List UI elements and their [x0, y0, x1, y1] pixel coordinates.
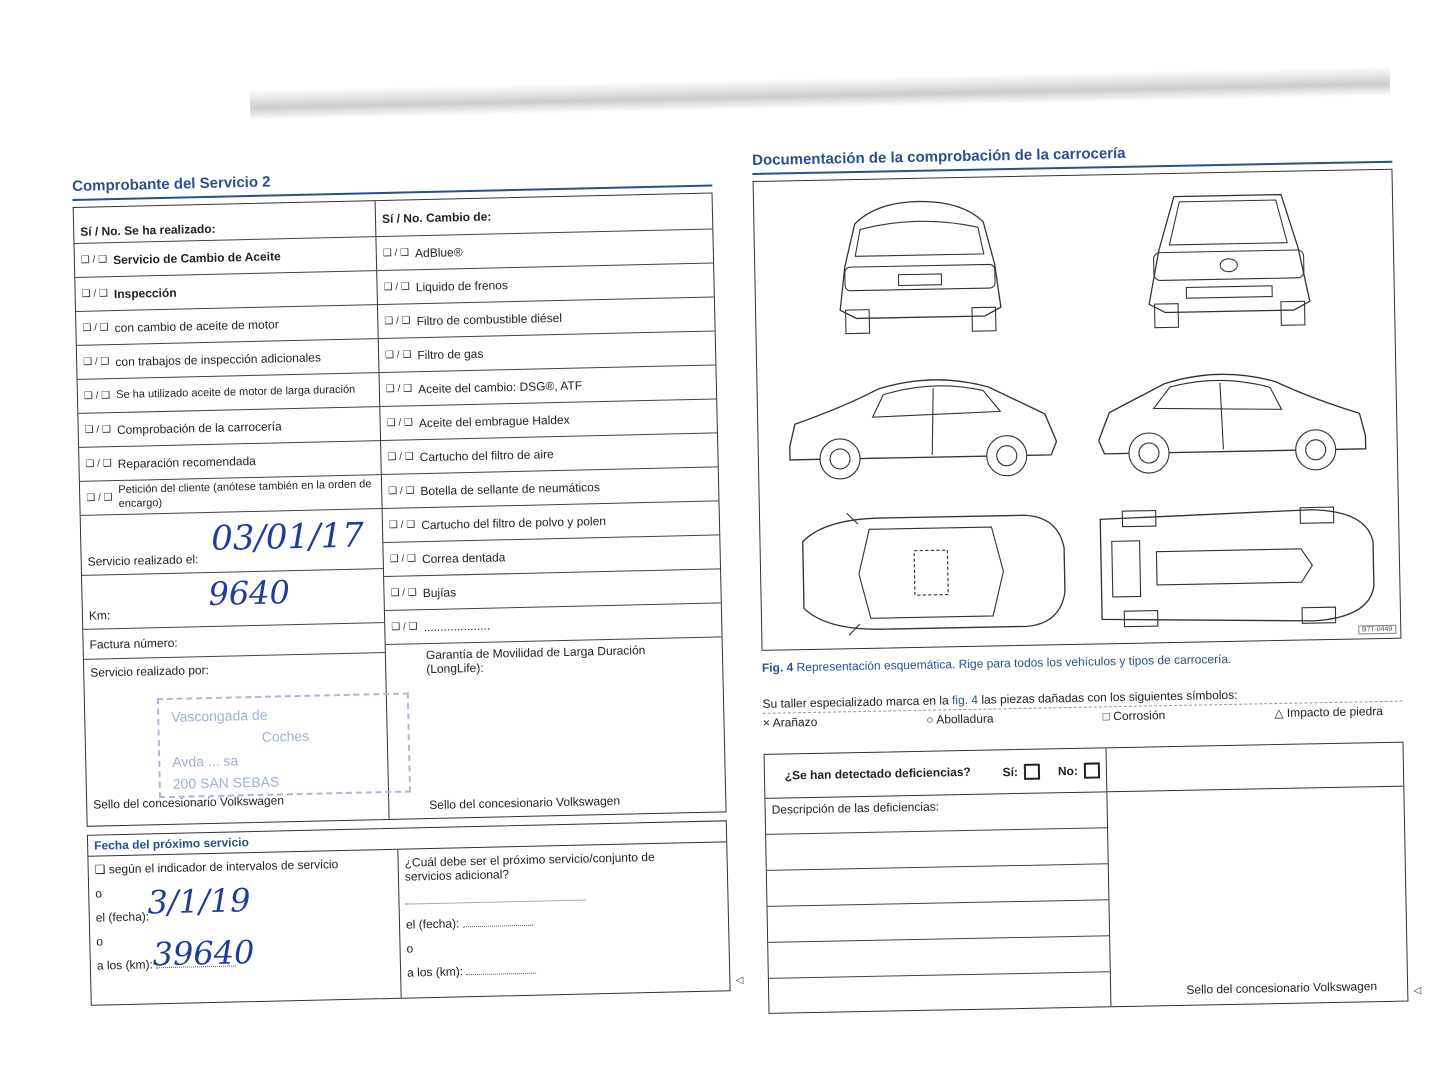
dealer-seal-area: [1107, 743, 1422, 1007]
scan-edge: [250, 66, 1390, 120]
car-top-view-icon[interactable]: [780, 500, 1072, 646]
next-km-field[interactable]: a los (km):: [97, 952, 394, 973]
dent-symbol: ○ Abolladura: [926, 711, 994, 727]
yes-no-checkbox[interactable]: ❑ / ❑: [386, 417, 414, 429]
car-underbody-icon[interactable]: [1089, 494, 1381, 640]
yes-no-checkbox[interactable]: ❑ / ❑: [385, 383, 413, 395]
next-service-box: [87, 820, 744, 1005]
yes-no-checkbox[interactable]: ❑ / ❑: [84, 424, 112, 436]
next-service-right: ¿Cuál debe ser el próximo servicio/conjunto de servicios adicional? el (fecha): o a los (km): ◁: [404, 849, 744, 987]
next-date-handwritten: 3/1/19: [147, 881, 251, 922]
done-column: [74, 201, 390, 826]
next-km-handwritten: 39640: [152, 933, 255, 974]
km-row[interactable]: Km: 9640: [82, 569, 384, 630]
car-right-side-icon[interactable]: [1086, 338, 1378, 494]
done-item[interactable]: ❑ / ❑ con cambio de aceite de motor: [76, 305, 378, 346]
change-item[interactable]: ❑ / ❑ AdBlue®: [376, 229, 713, 271]
deficiencies-box: [764, 742, 1422, 1014]
yes-no-checkbox[interactable]: ❑ / ❑: [390, 587, 417, 599]
service-date-row[interactable]: Servicio realizado el: 03/01/17: [81, 509, 383, 576]
change-item[interactable]: ❑ / ❑ Aceite del embrague Haldex: [380, 399, 717, 441]
seal-label: Sello del concesionario Volkswagen: [93, 793, 285, 812]
next-service-left: ❑ según el indicador de intervalos de servicio o el (fecha): 3/1/19 o a los (km): 39640: [88, 850, 401, 1005]
change-item[interactable]: ❑ / ❑ Botella de sellante de neumáticos: [382, 467, 719, 509]
no-option[interactable]: No:: [1058, 762, 1100, 779]
yes-no-checkbox[interactable]: ❑ / ❑: [388, 519, 416, 531]
deficiencies-question-row: ¿Se han detectado deficiencias? Sí: No:: [765, 748, 1107, 799]
next-service-title: Fecha del próximo servicio: [88, 821, 726, 856]
yes-no-checkbox[interactable]: ❑ / ❑: [389, 553, 417, 565]
yes-no-checkbox[interactable]: ❑ / ❑: [383, 281, 410, 293]
done-item[interactable]: ❑ / ❑ Reparación recomendada: [79, 441, 381, 482]
yes-no-checkbox[interactable]: ❑ / ❑: [388, 485, 415, 497]
corner-triangle-icon: ◁: [1413, 985, 1422, 997]
no-checkbox[interactable]: [1084, 762, 1100, 778]
change-item[interactable]: ❑ / ❑ ....................: [385, 603, 722, 645]
km-handwritten: 9640: [208, 573, 291, 614]
yes-no-checkbox[interactable]: ❑ / ❑: [391, 621, 418, 633]
seal-label: Sello del concesionario Volkswagen: [429, 793, 621, 813]
scratch-symbol: × Arañazo: [762, 714, 818, 730]
page-title: Comprobante del Servicio 2: [72, 163, 712, 201]
yes-no-checkbox[interactable]: ❑ / ❑: [80, 254, 108, 266]
done-item[interactable]: ❑ / ❑ Se ha utilizado aceite de motor de larga duración: [78, 373, 380, 414]
done-by-label: Servicio realizado por:: [90, 663, 210, 680]
change-item[interactable]: ❑ / ❑ Liquido de frenos: [377, 263, 714, 305]
next-km-field-2[interactable]: a los (km):: [407, 958, 723, 979]
service-record-page: [72, 163, 744, 1005]
change-item[interactable]: ❑ / ❑ Cartucho del filtro de polvo y polen: [383, 501, 720, 543]
done-item[interactable]: ❑ / ❑ Comprobación de la carrocería: [78, 407, 380, 448]
next-date-field[interactable]: el (fecha):: [95, 909, 150, 925]
yes-no-checkbox[interactable]: ❑ / ❑: [83, 356, 110, 368]
yes-option[interactable]: Sí:: [1002, 763, 1040, 780]
done-item[interactable]: ❑ / ❑ Servicio de Cambio de Aceite: [74, 237, 376, 278]
change-item[interactable]: ❑ / ❑ Correa dentada: [383, 535, 720, 577]
yes-no-checkbox[interactable]: ❑ / ❑: [85, 458, 112, 470]
dealer-seal-area: [84, 653, 389, 818]
longlife-label: Garantía de Movilidad de Larga Duración (LongLife):: [425, 643, 646, 677]
by-indicator-option[interactable]: ❑ según el indicador de intervalos de servicio: [94, 857, 339, 877]
longlife-area: [386, 637, 726, 819]
done-item[interactable]: ❑ / ❑ Inspección: [75, 271, 377, 312]
corrosion-symbol: □ Corrosión: [1102, 708, 1166, 724]
service-table: [73, 192, 727, 826]
next-service-answer[interactable]: [405, 891, 585, 905]
next-service-question: ¿Cuál debe ser el próximo servicio/conjunto de servicios adicional?: [404, 849, 655, 884]
figure-code: B7T-0449: [1358, 625, 1397, 635]
change-item[interactable]: ❑ / ❑ Cartucho del filtro de aire: [381, 433, 718, 475]
change-item[interactable]: ❑ / ❑ Filtro de gas: [379, 331, 716, 373]
done-item[interactable]: ❑ / ❑ Petición del cliente (anótese también en la orden de encargo): [80, 475, 382, 516]
stone-impact-symbol: △ Impacto de piedra: [1274, 703, 1383, 721]
change-item[interactable]: ❑ / ❑ Bujías: [384, 569, 721, 611]
marks-intro: Su taller especializado marca en la fig. 4 las piezas dañadas con los siguientes símbolos:: [762, 685, 1402, 714]
seal-label: Sello del concesionario Volkswagen: [1186, 979, 1378, 997]
change-column: [376, 193, 726, 818]
car-diagram: [753, 169, 1402, 651]
figure-caption: Fig. 4 Representación esquemática. Rige para todos los vehículos y tipos de carrocería.: [761, 651, 1232, 675]
description-line[interactable]: [768, 936, 1110, 979]
yes-no-checkbox[interactable]: ❑ / ❑: [83, 390, 111, 402]
done-item[interactable]: ❑ / ❑ con trabajos de inspección adicionales: [77, 339, 379, 380]
car-rear-view-icon[interactable]: [774, 188, 1066, 344]
yes-checkbox[interactable]: [1024, 763, 1040, 779]
dealer-stamp: Vascongada de Coches Avda ... sa 200 SAN SEBAS: [157, 692, 411, 798]
car-front-view-icon[interactable]: [1083, 182, 1375, 338]
page-title: Documentación de la comprobación de la carrocería: [752, 140, 1392, 175]
change-item[interactable]: ❑ / ❑ Aceite del cambio: DSG®, ATF: [380, 365, 717, 407]
yes-no-checkbox[interactable]: ❑ / ❑: [82, 322, 109, 334]
corner-triangle-icon: ◁: [735, 974, 744, 987]
bodywork-check-page: [752, 140, 1422, 1014]
change-column-header: Sí / No. Cambio de:: [376, 193, 713, 237]
yes-no-checkbox[interactable]: ❑ / ❑: [384, 349, 412, 361]
yes-no-checkbox[interactable]: ❑ / ❑: [384, 315, 411, 327]
service-date-handwritten: 03/01/17: [210, 515, 365, 559]
change-item[interactable]: ❑ / ❑ Filtro de combustible diésel: [378, 297, 715, 339]
yes-no-checkbox[interactable]: ❑ / ❑: [387, 451, 414, 463]
done-column-header: Sí / No. Se ha realizado:: [74, 201, 376, 244]
description-label: Descripción de las deficiencias:: [765, 792, 1107, 835]
yes-no-checkbox[interactable]: ❑ / ❑: [86, 492, 113, 504]
car-left-side-icon[interactable]: [777, 344, 1069, 500]
next-date-field-2[interactable]: el (fecha):: [406, 910, 722, 931]
yes-no-checkbox[interactable]: ❑ / ❑: [382, 247, 410, 259]
yes-no-checkbox[interactable]: ❑ / ❑: [81, 288, 109, 300]
invoice-row[interactable]: Factura número:: [83, 623, 385, 660]
